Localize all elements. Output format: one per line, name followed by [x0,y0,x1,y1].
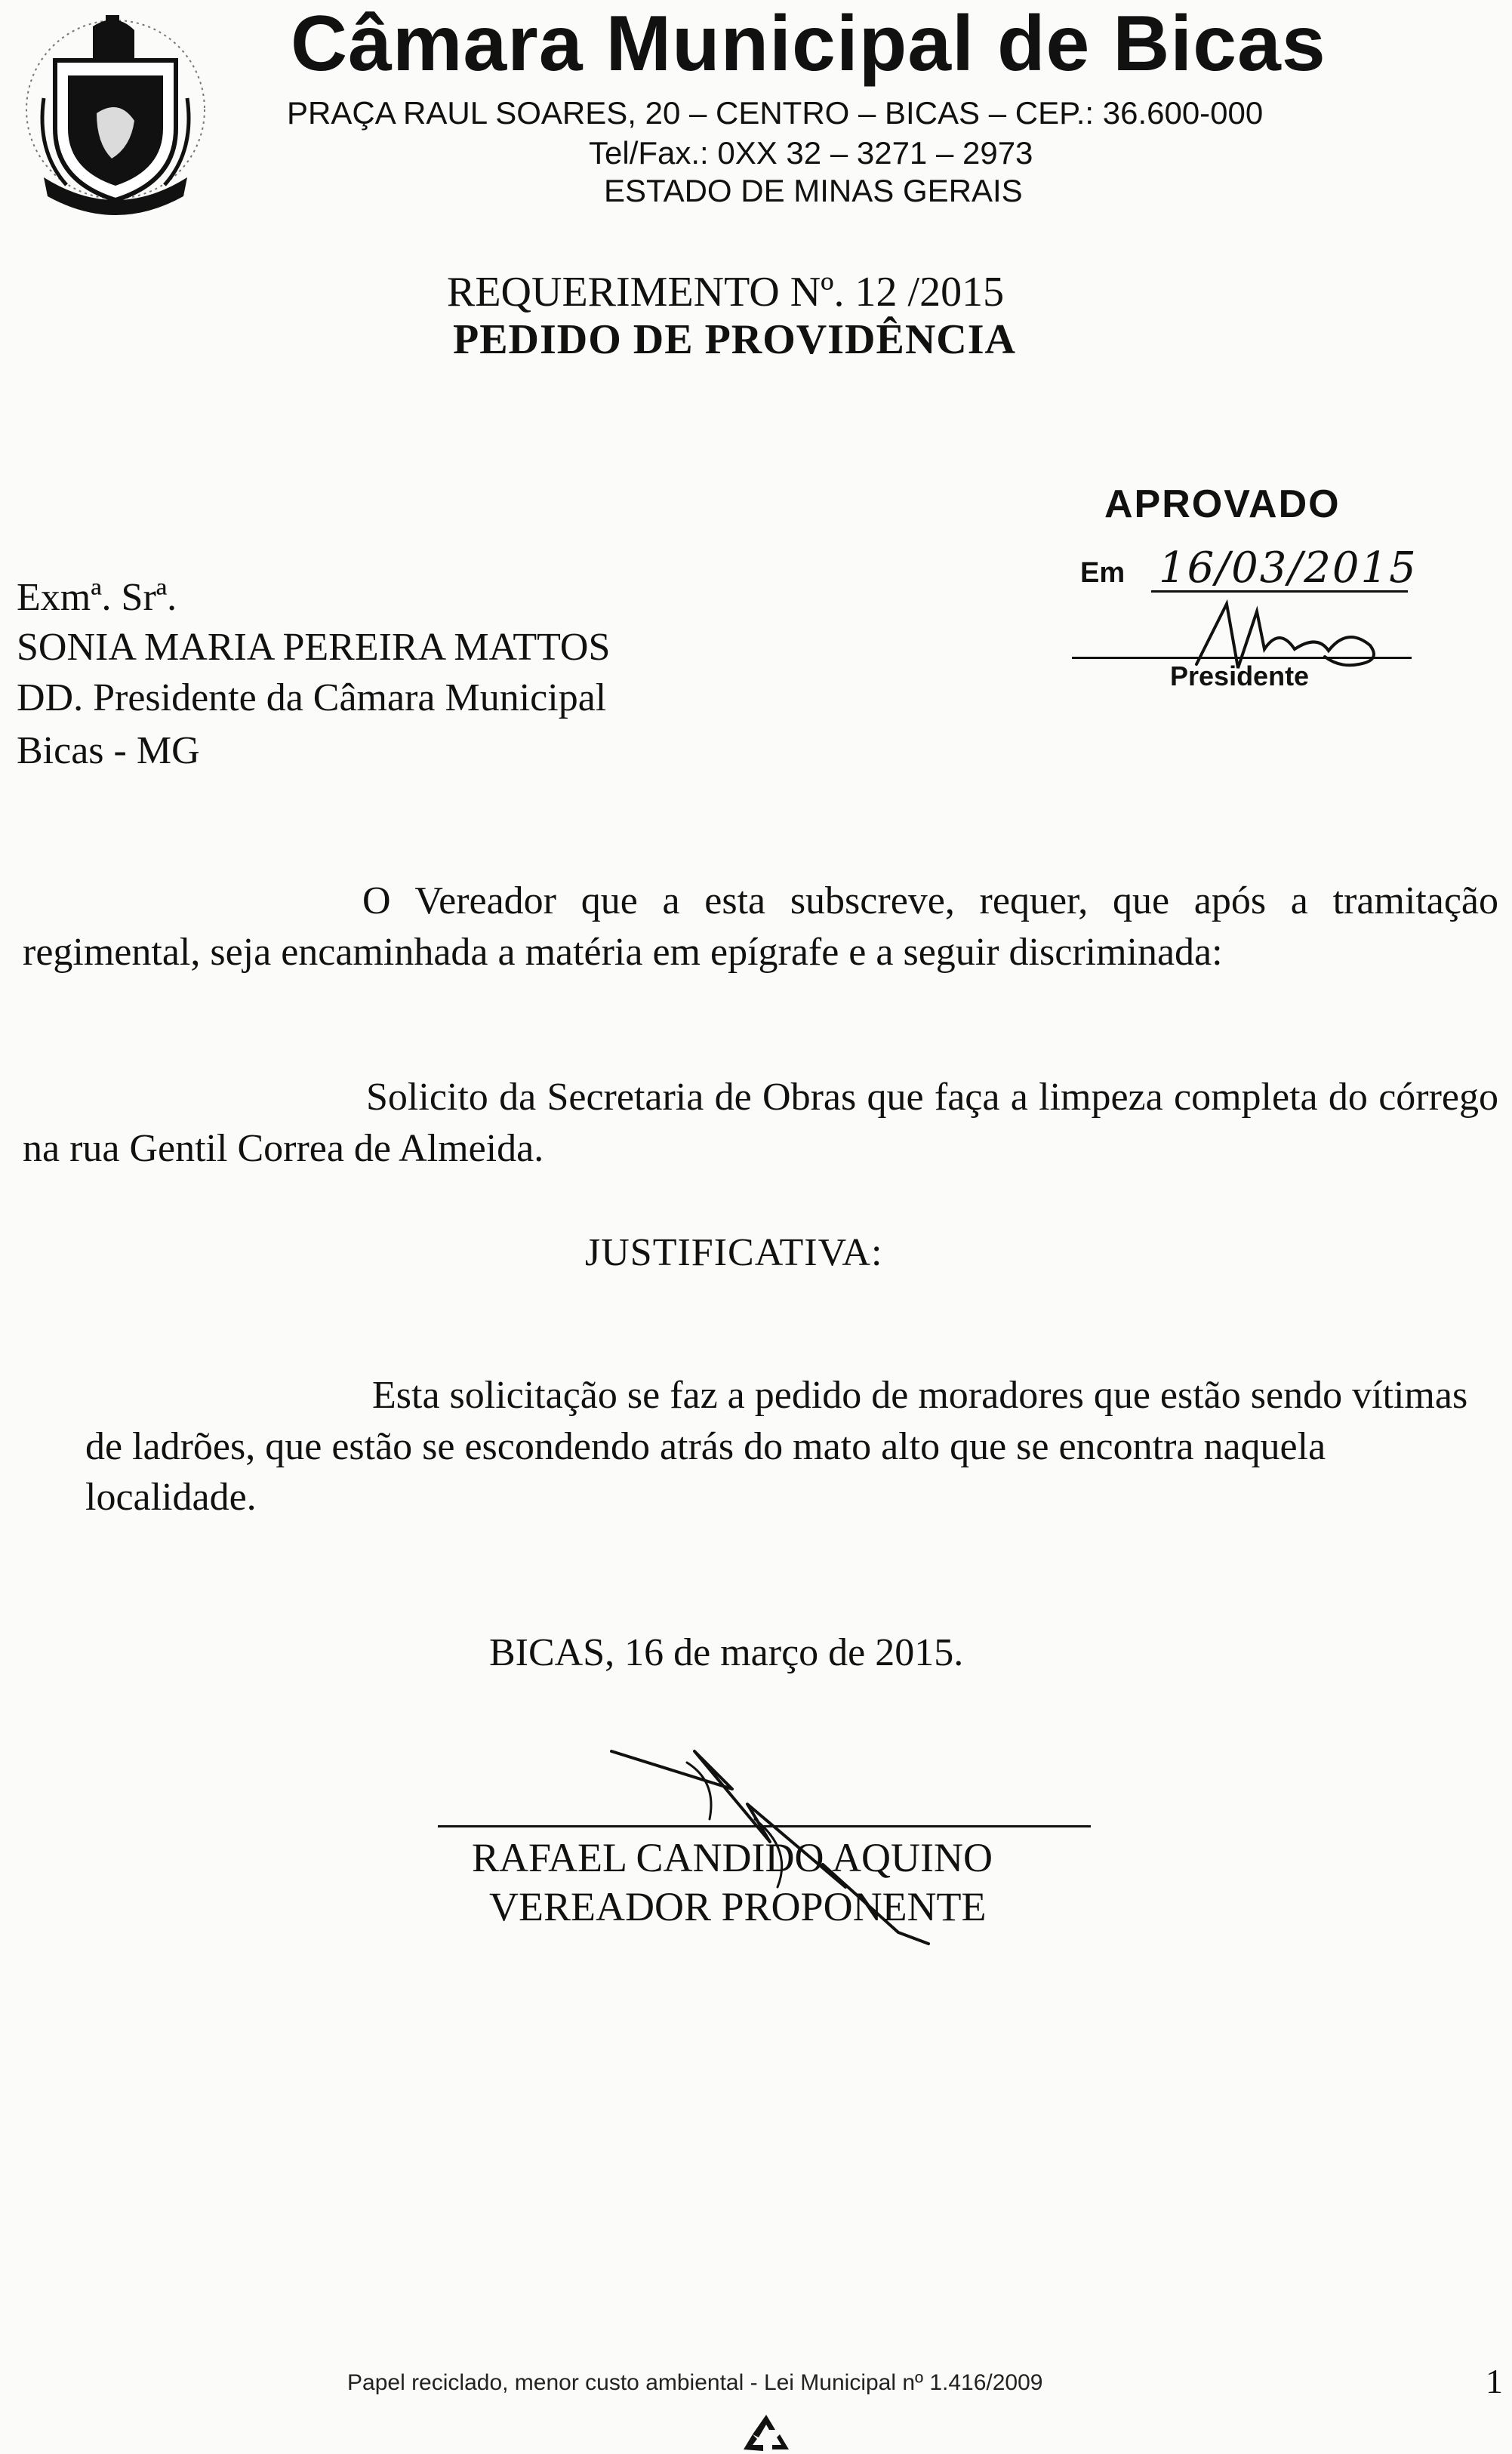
municipal-coat-of-arms-icon [21,8,210,219]
recycle-icon [736,2412,796,2454]
signer-name: RAFAEL CANDIDO AQUINO [472,1835,993,1880]
date-line: BICAS, 16 de março de 2015. [489,1631,964,1674]
request-number: REQUERIMENTO Nº. 12 /2015 [447,269,1005,316]
state-line: ESTADO DE MINAS GERAIS [604,173,1023,208]
stamp-date-line [1151,590,1408,593]
footer-note: Papel reciclado, menor custo ambiental - Lei Municipal nº 1.416/2009 [347,2370,1043,2395]
stamp-title: APROVADO [1104,482,1341,526]
salutation: Exmª. Srª. [17,576,177,619]
justification-paragraph: Esta solicitação se faz a pedido de moradores que estão sendo vítimas de ladrões, que estão se escondendo atrás do mato alto que se encontra naquela localidade. [85,1374,1468,1520]
approval-stamp [1068,476,1418,694]
phone-line: Tel/Fax.: 0XX 32 – 3271 – 2973 [589,135,1033,171]
organization-name: Câmara Municipal de Bicas [291,0,1326,88]
recipient-name: SONIA MARIA PEREIRA MATTOS [17,626,611,669]
request-paragraph: Solicito da Secretaria de Obras que faça a limpeza completa do córrego na rua Gentil Correa de Almeida. [23,1076,1498,1170]
justification-heading: JUSTIFICATIVA: [585,1231,883,1274]
signature-line [438,1825,1091,1827]
recipient-location: Bicas - MG [17,729,200,772]
stamp-date: 16/03/2015 [1159,543,1418,593]
intro-paragraph: O Vereador que a esta subscreve, requer, que após a tramitação regimental, seja encaminhada a matéria em epígrafe e a seguir discriminada: [23,879,1498,974]
stamp-date-label: Em [1080,557,1126,589]
address-line: PRAÇA RAUL SOARES, 20 – CENTRO – BICAS – CEP.: 36.600-000 [287,95,1264,131]
signer-title: VEREADOR PROPONENTE [489,1884,987,1929]
recipient-role: DD. Presidente da Câmara Municipal [17,676,607,719]
stamp-role: Presidente [1170,660,1310,691]
request-title: PEDIDO DE PROVIDÊNCIA [453,316,1016,363]
stamp-signature-line [1072,657,1412,659]
page-number: 1 [1486,2362,1503,2400]
